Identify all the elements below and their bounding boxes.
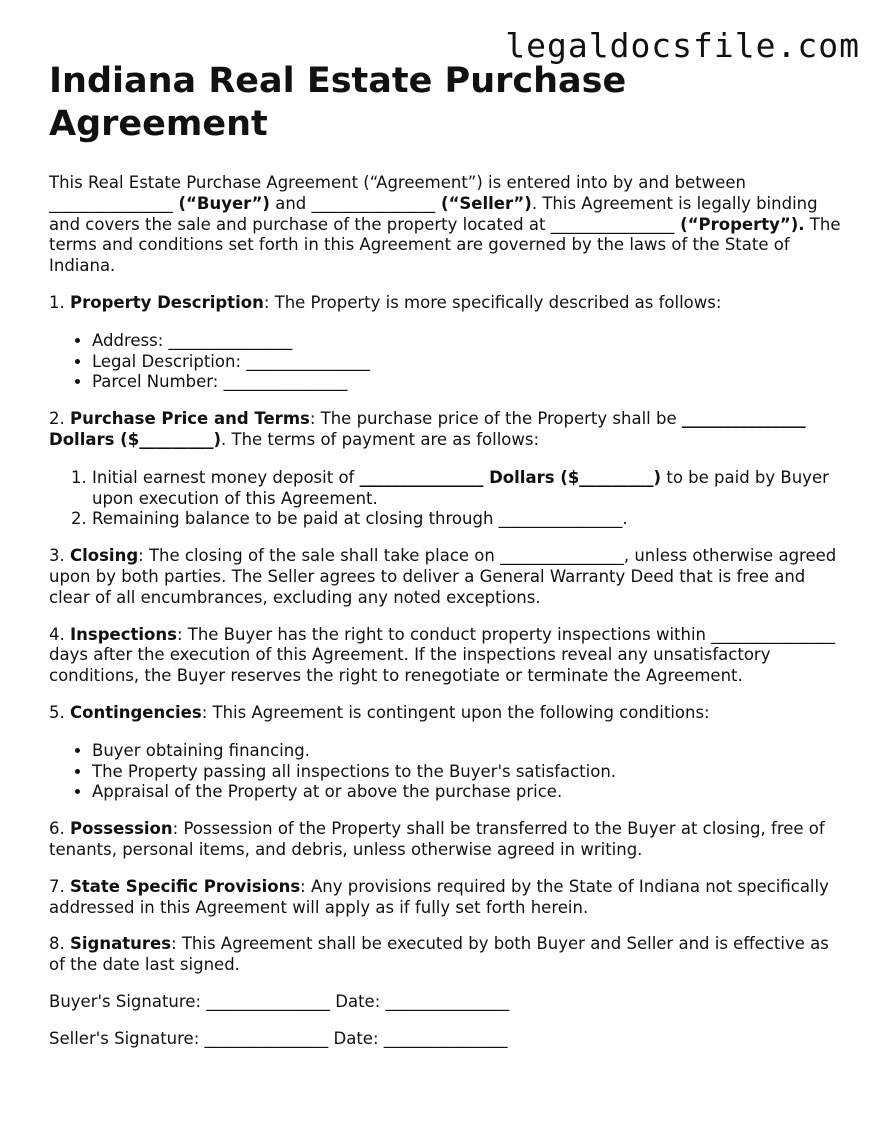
payment-terms-list (49, 468, 849, 530)
buyer-signature-line: Buyer's Signature: _______________ Date: _______________ (49, 991, 510, 1011)
contingencies-list (49, 741, 849, 803)
section-possession: 6. Possession: Possession of the Property shall be transferred to the Buyer at closing, free of tenants, personal items, and debris, unless otherwise agreed in writing. (49, 819, 825, 859)
section-signatures: 8. Signatures: This Agreement shall be executed by both Buyer and Seller and is effective as of the date last signed. (49, 934, 829, 975)
site-watermark: legaldocsfile.com (505, 26, 860, 65)
document-title: Indiana Real Estate Purchase Agreement (49, 61, 627, 144)
list-item: • Parcel Number: _______________ (92, 372, 849, 393)
section-contingencies: 5. Contingencies: This Agreement is contingent upon the following conditions: (49, 702, 710, 722)
list-item: 1. Initial earnest money deposit of _______________ Dollars ($_________) to be paid by Buyer upon execution of this Agreement. (92, 468, 849, 510)
list-item: • Legal Description: _______________ (92, 352, 849, 373)
document (49, 60, 849, 1050)
list-item: • Buyer obtaining financing. (92, 741, 849, 762)
section-property-description: 1. Property Description: The Property is more specifically described as follows: (49, 292, 722, 312)
section-closing: 3. Closing: The closing of the sale shall take place on _______________, unless otherwise agreed upon by both parties. The Seller agrees to deliver a General Warranty Deed that is free and clear of all encumbrances, excluding any noted exceptions. (49, 546, 837, 607)
list-item: • The Property passing all inspections to the Buyer's satisfaction. (92, 762, 849, 783)
section-state-provisions: 7. State Specific Provisions: Any provisions required by the State of Indiana not specifically addressed in this Agreement will apply as if fully set forth herein. (49, 876, 829, 917)
property-details-list (49, 331, 849, 393)
section-inspections: 4. Inspections: The Buyer has the right to conduct property inspections within _______________ days after the execution of this Agreement. If the inspections reveal any unsatisfactory conditions, the Buyer reserves the right to renegotiate or terminate the Agreement. (49, 624, 835, 686)
list-item: • Address: _______________ (92, 331, 849, 352)
section-purchase-price: 2. Purchase Price and Terms: The purchase price of the Property shall be _______________ Dollars ($_________). The terms of payment are as follows: (49, 409, 806, 449)
intro-paragraph: This Real Estate Purchase Agreement (“Agreement”) is entered into by and between _______________ (“Buyer”) and _______________ (“Seller”). This Agreement is legally binding and covers the sale and purchase of the property located at _______________ (“Property”). The terms and conditions set forth in this Agreement are governed by the laws of the State of Indiana. (49, 173, 841, 276)
list-item: 2. Remaining balance to be paid at closing through _______________. (92, 509, 849, 530)
seller-signature-line: Seller's Signature: _______________ Date: _______________ (49, 1028, 508, 1048)
list-item: • Appraisal of the Property at or above the purchase price. (92, 782, 849, 803)
